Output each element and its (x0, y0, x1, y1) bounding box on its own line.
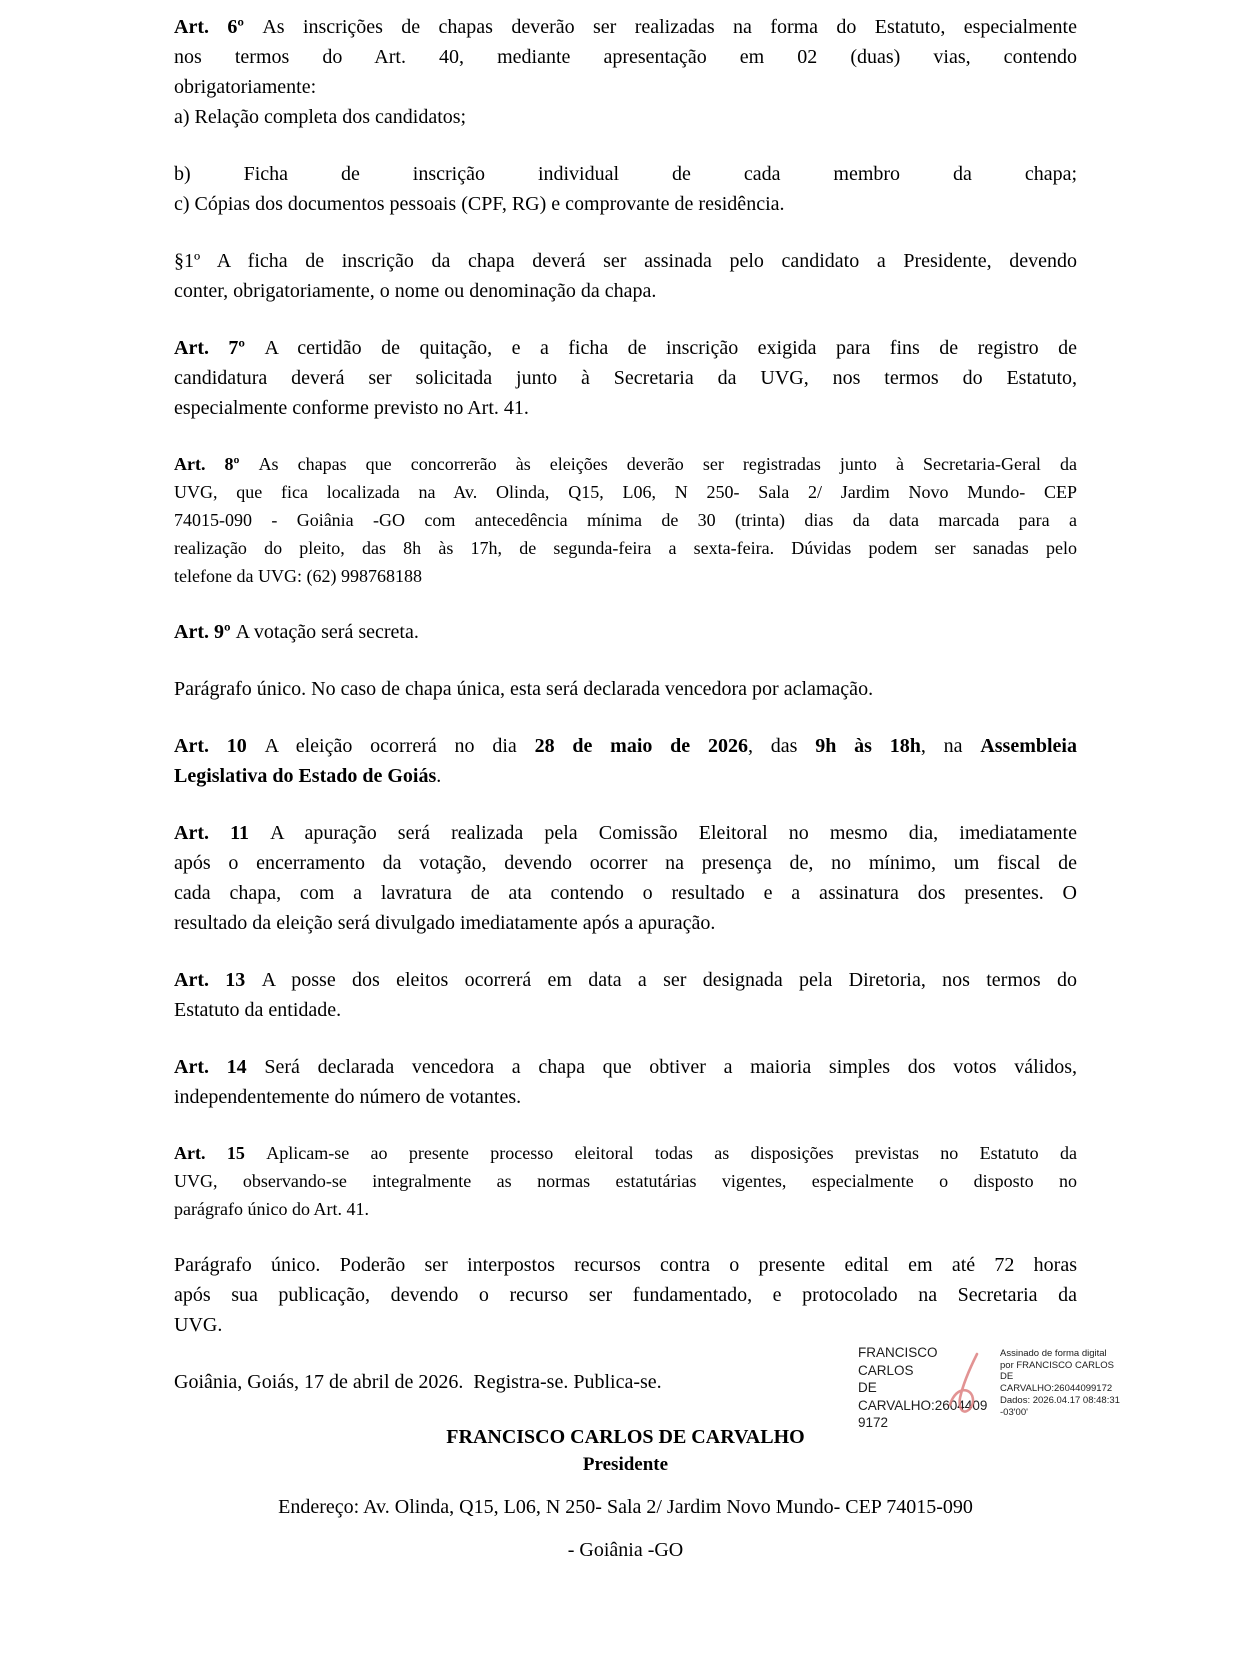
text-segment: Art. 11 (174, 822, 271, 844)
text-line (174, 731, 1077, 761)
text-segment: Goiânia, Goiás, 17 de abril de 2026. Registra-se. Publica-se. (174, 1371, 662, 1393)
footer-block (174, 1424, 1077, 1565)
text-segment: 74015-090 - Goiânia -GO com antecedência mínima de 30 (trinta) dias da data marcada para a (174, 510, 1077, 530)
text-segment: , das (747, 735, 816, 757)
text-line (174, 12, 1077, 42)
text-line (174, 276, 1077, 306)
text-segment: Art. 9º (174, 621, 236, 643)
paragraph-art-9 (174, 617, 1077, 647)
text-segment: b) Ficha de inscrição individual de cada membro da chapa; (174, 163, 1077, 185)
signature-details-line: por FRANCISCO CARLOS DE (1000, 1359, 1115, 1383)
text-segment: . (436, 765, 442, 787)
text-segment: Art. 15 (174, 1143, 267, 1163)
text-segment: telefone da UVG: (62) 998768188 (174, 566, 422, 586)
text-segment: resultado da eleição será divulgado imediatamente após a apuração. (174, 912, 716, 934)
text-line (174, 908, 1077, 938)
signature-details-line: CARVALHO:26044099172 (1000, 1383, 1113, 1395)
text-line (174, 159, 1077, 189)
text-segment: §1º A ficha de inscrição da chapa deverá ser assinada pelo candidato a Presidente, devendo (174, 250, 1077, 272)
text-segment: 28 de maio de 2026 (534, 735, 748, 757)
signatory-role: Presidente (582, 1454, 669, 1475)
text-segment: Art. 7º (174, 337, 265, 359)
signature-details-line: Dados: 2026.04.17 08:48:31 (1000, 1394, 1120, 1406)
city-line: - Goiânia -GO (567, 1539, 684, 1561)
text-line (174, 761, 1077, 791)
text-segment: Art. 8º (174, 454, 259, 474)
text-segment: cada chapa, com a lavratura de ata contendo o resultado e a assinatura dos presentes. O (174, 882, 1077, 904)
paragraph-art-11 (174, 818, 1077, 938)
text-segment: especialmente conforme previsto no Art. 41. (174, 397, 529, 419)
digital-signature-block (858, 1344, 1118, 1432)
text-segment: parágrafo único do Art. 41. (174, 1199, 369, 1219)
text-segment: A eleição ocorrerá no dia (264, 735, 535, 757)
text-line (174, 534, 1077, 562)
text-line (174, 363, 1077, 393)
text-segment: UVG, observando-se integralmente as normas estatutárias vigentes, especialmente o disposto no (174, 1171, 1077, 1191)
text-line (174, 189, 1077, 219)
text-segment: Art. 13 (174, 969, 262, 991)
signature-holder-line: FRANCISCO CARLOS (858, 1345, 938, 1378)
text-segment: Parágrafo único. No caso de chapa única, esta será declarada vencedora por aclamação. (174, 678, 874, 700)
text-line (174, 1310, 1077, 1340)
text-segment: Estatuto da entidade. (174, 999, 342, 1021)
text-line (174, 1052, 1077, 1082)
paragraph-art-6 (174, 12, 1077, 132)
paragraphs-container (174, 12, 1077, 1397)
text-segment: UVG, que fica localizada na Av. Olinda, Q15, L06, N 250- Sala 2/ Jardim Novo Mundo- CEP (174, 482, 1077, 502)
text-segment: c) Cópias dos documentos pessoais (CPF, RG) e comprovante de residência. (174, 193, 785, 215)
signature-holder-line: DE (858, 1380, 877, 1395)
text-line (174, 1139, 1077, 1167)
text-segment: após o encerramento da votação, devendo ocorrer na presença de, no mínimo, um fiscal de (174, 852, 1077, 874)
text-line (174, 246, 1077, 276)
text-line (174, 1195, 1077, 1223)
text-line (174, 965, 1077, 995)
text-segment: , na (920, 735, 981, 757)
paragraph-art-8 (174, 450, 1077, 590)
text-segment: Aplicam-se ao presente processo eleitoral todas as disposições previstas no Estatuto da (266, 1143, 1078, 1163)
text-segment: nos termos do Art. 40, mediante apresentação em 02 (duas) vias, contendo (174, 46, 1077, 68)
paragraph-art-10 (174, 731, 1077, 791)
paragraph-art-13 (174, 965, 1077, 1025)
text-line (174, 674, 1077, 704)
text-segment: UVG. (174, 1314, 223, 1336)
address-line: Endereço: Av. Olinda, Q15, L06, N 250- Sala 2/ Jardim Novo Mundo- CEP 74015-090 (278, 1496, 973, 1518)
text-line (174, 393, 1077, 423)
signature-details (1000, 1344, 1128, 1432)
text-segment: Assembleia (980, 735, 1077, 757)
signature-holder-line: 9172 (858, 1415, 889, 1430)
text-segment: Art. 6º (174, 16, 263, 38)
document-body (174, 12, 1077, 1565)
signatory-name: FRANCISCO CARLOS DE CARVALHO (446, 1426, 805, 1448)
text-segment: Art. 14 (174, 1056, 265, 1078)
text-line (174, 848, 1077, 878)
text-segment: após sua publicação, devendo o recurso ser fundamentado, e protocolado na Secretaria da (174, 1284, 1077, 1306)
text-segment: realização do pleito, das 8h às 17h, de segunda-feira a sexta-feira. Dúvidas podem ser sanadas pelo (174, 538, 1077, 558)
text-segment: obrigatoriamente: (174, 76, 317, 98)
text-segment: As chapas que concorrerão às eleições deverão ser registradas junto à Secretaria-Geral da (258, 454, 1077, 474)
text-segment: A certidão de quitação, e a ficha de inscrição exigida para fins de registro de (264, 337, 1077, 359)
text-segment: A posse dos eleitos ocorrerá em data a ser designada pela Diretoria, nos termos do (261, 969, 1077, 991)
text-segment: a) Relação completa dos candidatos; (174, 106, 467, 128)
text-line (174, 478, 1077, 506)
text-line (174, 506, 1077, 534)
paragraph-art-7 (174, 333, 1077, 423)
paragraph-paragrafo-1 (174, 246, 1077, 306)
paragraph-items-b-c (174, 159, 1077, 219)
text-segment: A apuração será realizada pela Comissão Eleitoral no mesmo dia, imediatamente (270, 822, 1077, 844)
text-line (174, 878, 1077, 908)
text-segment: A votação será secreta. (235, 621, 419, 643)
text-line (174, 333, 1077, 363)
text-line (174, 562, 1077, 590)
signature-details-line: -03'00' (1000, 1406, 1028, 1418)
text-segment: Será declarada vencedora a chapa que obtiver a maioria simples dos votos válidos, (264, 1056, 1078, 1078)
paragraph-paragrafo-unico-1 (174, 674, 1077, 704)
text-segment: independentemente do número de votantes. (174, 1086, 522, 1108)
paragraph-art-15 (174, 1139, 1077, 1223)
paragraph-art-14 (174, 1052, 1077, 1112)
text-line (174, 450, 1077, 478)
text-line (174, 1167, 1077, 1195)
text-line (174, 995, 1077, 1025)
text-segment: candidatura deverá ser solicitada junto à Secretaria da UVG, nos termos do Estatuto, (174, 367, 1077, 389)
text-line (174, 102, 1077, 132)
signature-holder (858, 1344, 990, 1432)
text-line (174, 72, 1077, 102)
signature-holder-line: CARVALHO:2604409 (858, 1397, 988, 1413)
text-segment: Art. 10 (174, 735, 265, 757)
signature-details-line: Assinado de forma digital (1000, 1348, 1107, 1359)
text-line (174, 1082, 1077, 1112)
text-line (174, 1280, 1077, 1310)
text-segment: conter, obrigatoriamente, o nome ou denominação da chapa. (174, 280, 657, 302)
text-line (174, 617, 1077, 647)
text-line (174, 42, 1077, 72)
text-segment: Legislativa do Estado de Goiás (174, 765, 437, 787)
text-segment: 9h às 18h (815, 735, 921, 757)
text-line (174, 818, 1077, 848)
paragraph-paragrafo-unico-2 (174, 1250, 1077, 1340)
text-segment: Parágrafo único. Poderão ser interpostos recursos contra o presente edital em até 72 horas (174, 1254, 1077, 1276)
text-line (174, 1250, 1077, 1280)
text-segment: As inscrições de chapas deverão ser realizadas na forma do Estatuto, especialmente (262, 16, 1077, 38)
